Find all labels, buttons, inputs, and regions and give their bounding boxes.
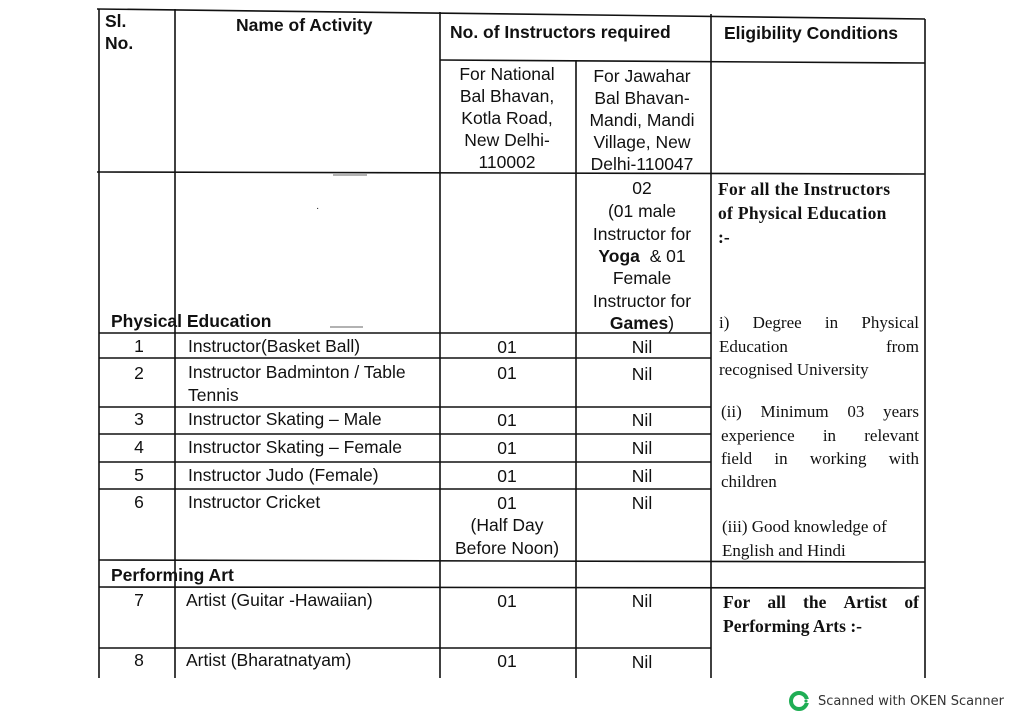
jawahar-note-close: ) [668, 313, 675, 333]
jawahar-note-amp: & 01 [649, 246, 686, 266]
row-2-national: 01 [497, 363, 517, 383]
header-eligibility: Eligibility Conditions [724, 23, 899, 43]
row-5-national: 01 [497, 466, 517, 486]
col-national-line4: New Delhi- [464, 130, 550, 150]
eligibility-pe-i-line3: recognised University [719, 360, 869, 379]
section-physical-education: Physical Education [111, 311, 272, 331]
jawahar-note-line6: Instructor for [592, 291, 692, 311]
row-2-sl: 2 [134, 363, 144, 383]
row-8-name: Artist (Bharatnatyam) [186, 650, 352, 670]
jawahar-note-line4 [598, 248, 685, 266]
row-3-name: Instructor Skating – Male [188, 409, 382, 429]
word: in [824, 313, 839, 332]
row-1-name: Instructor(Basket Ball) [188, 336, 361, 356]
eligibility-pe-i-line1 [719, 314, 919, 331]
jawahar-note-games: Games [609, 313, 669, 333]
word: all [767, 592, 786, 612]
word: For [723, 592, 751, 612]
row-7-jawahar: Nil [631, 591, 653, 611]
jawahar-note-line1: 02 [632, 178, 652, 198]
eligibility-pe-heading-2: of Physical Education [718, 203, 887, 223]
word: Degree [752, 313, 802, 332]
row-2-jawahar: Nil [631, 364, 653, 384]
row-4-national: 01 [497, 438, 517, 458]
word: the [803, 592, 827, 612]
row-8-jawahar: Nil [631, 652, 653, 672]
word: Minimum [760, 402, 829, 421]
jawahar-note-line3: Instructor for [592, 224, 692, 244]
word: with [888, 449, 919, 468]
header-sl-no-line1: Sl. [105, 11, 127, 31]
row-4-jawahar: Nil [631, 438, 653, 458]
word: 03 [847, 402, 865, 421]
col-national-line3: Kotla Road, [461, 108, 553, 128]
eligibility-pe-iii-line2: English and Hindi [722, 541, 846, 560]
col-national-line1: For National [459, 64, 555, 84]
eligibility-pa-heading-1 [723, 594, 919, 612]
row-3-national: 01 [497, 410, 517, 430]
row-5-sl: 5 [134, 465, 144, 485]
eligibility-pe-ii-line3 [721, 450, 919, 467]
word: in [774, 449, 788, 468]
eligibility-pe-heading-1: For all the Instructors [718, 179, 891, 199]
word: relevant [864, 426, 919, 445]
oken-scanner-logo-icon [788, 690, 810, 712]
header-name-of-activity: Name of Activity [236, 15, 373, 35]
word: field [721, 449, 753, 468]
row-4-sl: 4 [134, 437, 144, 457]
row-2-name-line2: Tennis [188, 385, 239, 405]
row-7-sl: 7 [134, 590, 144, 610]
word: (ii) [721, 402, 742, 421]
scanner-watermark [788, 690, 1004, 712]
row-5-jawahar: Nil [631, 466, 653, 486]
row-7-name: Artist (Guitar -Hawaiian) [186, 590, 373, 610]
scan-speck: · [316, 203, 320, 214]
jawahar-note-line7 [610, 315, 674, 333]
col-jawahar-line3: Mandi, Mandi [589, 110, 695, 130]
row-1-sl: 1 [134, 336, 144, 356]
eligibility-pe-iii-line1: (iii) Good knowledge of [722, 517, 887, 536]
header-sl-no-line2: No. [105, 33, 134, 53]
eligibility-pa-heading-2: Performing Arts :- [723, 616, 862, 636]
row-3-jawahar: Nil [631, 410, 653, 430]
row-5-name: Instructor Judo (Female) [188, 465, 379, 485]
row-7-national: 01 [497, 591, 517, 611]
row-4-name: Instructor Skating – Female [188, 437, 402, 457]
eligibility-pe-i-line2 [719, 338, 919, 355]
row-6-national: 01 [497, 493, 517, 513]
word: from [885, 337, 919, 356]
section-performing-art: Performing Art [111, 565, 234, 585]
word: in [822, 426, 837, 445]
jawahar-note-yoga: Yoga [598, 246, 640, 266]
word: i) [719, 313, 730, 332]
row-2-name: Instructor Badminton / Table [188, 362, 406, 382]
row-1-jawahar: Nil [631, 337, 653, 357]
row-8-national: 01 [497, 651, 517, 671]
eligibility-pe-ii-line2 [721, 427, 919, 444]
eligibility-pe-heading-3: :- [718, 227, 730, 247]
row-6-national-line2: (Half Day [470, 515, 544, 535]
col-jawahar-line2: Bal Bhavan- [594, 88, 690, 108]
col-national-line2: Bal Bhavan, [459, 86, 555, 106]
eligibility-pe-ii-line1 [721, 403, 919, 420]
col-jawahar-line4: Village, New [593, 132, 691, 152]
word: Physical [861, 313, 919, 332]
col-jawahar-line1: For Jawahar [593, 66, 691, 86]
word: Artist [843, 592, 888, 612]
header-instructors-required: No. of Instructors required [450, 22, 671, 42]
word: working [809, 449, 867, 468]
word: Education [719, 337, 788, 356]
jawahar-note-line5: Female [612, 268, 672, 288]
word: years [883, 402, 919, 421]
watermark-text: Scanned with OKEN Scanner [818, 693, 1004, 709]
row-6-sl: 6 [134, 492, 144, 512]
row-6-national-line3: Before Noon) [454, 538, 560, 558]
row-6-jawahar: Nil [631, 493, 653, 513]
col-national-line5: 110002 [478, 152, 536, 172]
word: experience [721, 426, 795, 445]
col-jawahar-line5: Delhi-110047 [590, 154, 694, 174]
row-6-name: Instructor Cricket [188, 492, 321, 512]
row-8-sl: 8 [134, 650, 144, 670]
word: of [904, 592, 919, 612]
row-1-national: 01 [497, 337, 517, 357]
row-3-sl: 3 [134, 409, 144, 429]
jawahar-note-line2: (01 male [607, 201, 677, 221]
eligibility-pe-ii-line4: children [721, 472, 777, 491]
